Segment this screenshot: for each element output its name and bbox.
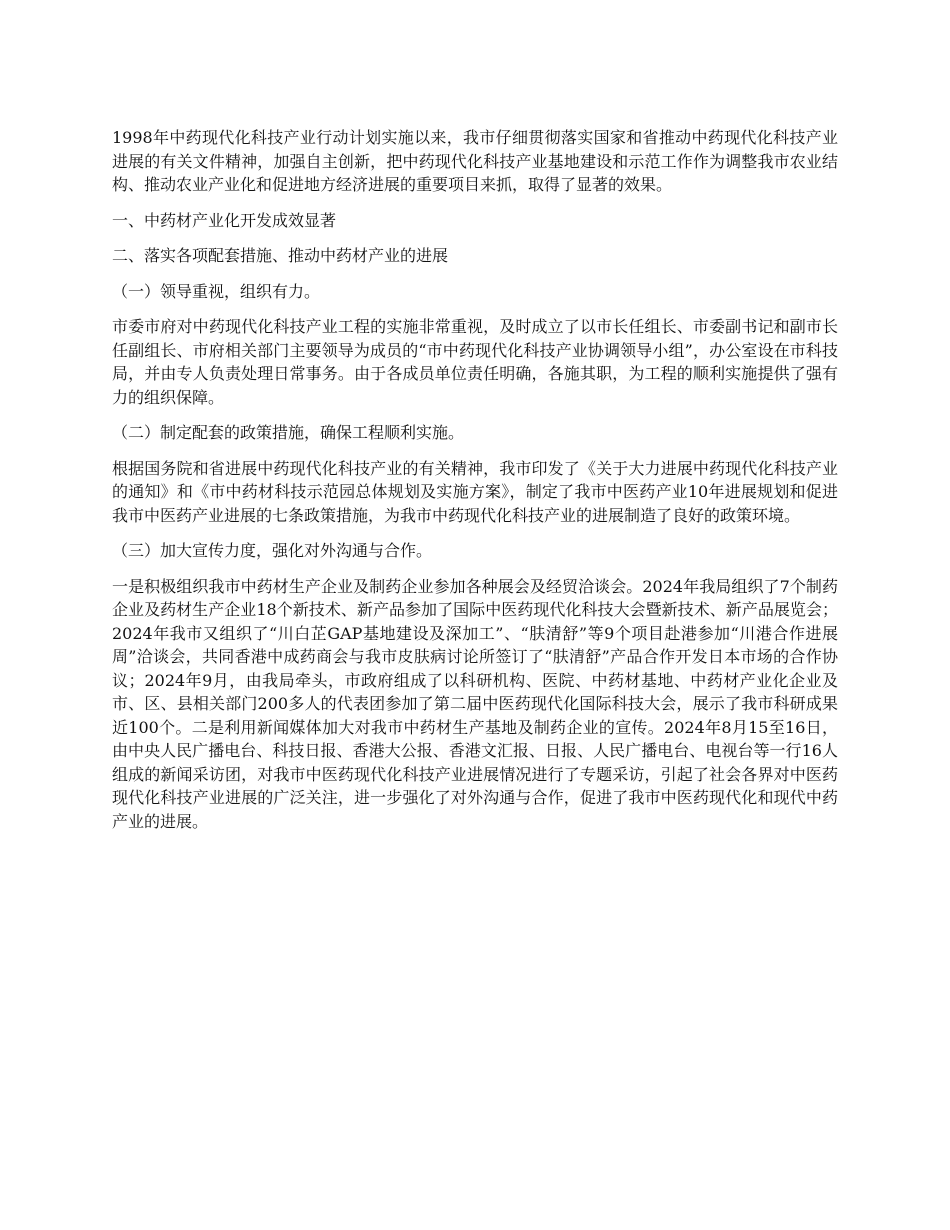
subsection-heading-3: （三）加大宣传力度，强化对外沟通与合作。 xyxy=(112,541,433,560)
section-heading-2: 二、落实各项配套措施、推动中药材产业的进展 xyxy=(112,246,449,265)
subsection-heading-1: （一）领导重视，组织有力。 xyxy=(112,281,321,301)
intro-paragraph: 1998年中药现代化科技产业行动计划实施以来，我市仔细贯彻落实国家和省推动中药现代化科技产业进展的有关文件精神，加强自主创新，把中药现代化科技产业基地建设和示范工作作为调整我市农业结构、推动农业产业化和促进地方经济进展的重要项目来抓，取得了显著的效果。 xyxy=(112,128,838,194)
body-paragraph-publicity: 一是积极组织我市中药材生产企业及制药企业参加各种展会及经贸洽谈会。2024年我局组织了7个制药企业及药材生产企业18个新技术、新产品参加了国际中医药现代化科技大会暨新技术、新产品展览会；2024年我市又组织了“川白芷GAP基地建设及深加工”、“肤清舒”等9个项目赴港参加“川港合作进展周”洽谈会，共同香港中成药商会与我市皮肤病讨论所签订了“肤清舒”产品合作开发日本市场的合作协议；2024年9月，由我局牵头，市政府组成了以科研机构、医院、中药材基地、中药材产业化企业及市、区、县相关部门200多人的代表团参加了第二届中医药现代化国际科技大会，展示了我市科研成果近100个。二是利用新闻媒体加大对我市中药材生产基地及制药企业的宣传。2024年8月15至16日，由中央人民广播电台、科技日报、香港大公报、香港文汇报、日报、人民广播电台、电视台等一行16人组成的新闻采访团，对我市中医药现代化科技产业进展情况进行了专题采访，引起了社会各界对中医药现代化科技产业进展的广泛关注，进一步强化了对外沟通与合作，促进了我市中医药现代化和现代中药产业的进展。 xyxy=(112,576,838,831)
section-heading-1: 一、中药材产业化开发成效显著 xyxy=(112,210,337,230)
body-paragraph-policy: 根据国务院和省进展中药现代化科技产业的有关精神，我市印发了《关于大力进展中药现代化科技产业的通知》和《市中药材科技示范园总体规划及实施方案》，制定了我市中医药产业10年进展规划和促进我市中医药产业进展的七条政策措施，为我市中药现代化科技产业的进展制造了良好的政策环境。 xyxy=(112,458,838,525)
subsection-heading-2: （二）制定配套的政策措施，确保工程顺利实施。 xyxy=(112,423,465,442)
body-paragraph-leadership: 市委市府对中药现代化科技产业工程的实施非常重视，及时成立了以市长任组长、市委副书记和副市长任副组长、市府相关部门主要领导为成员的“市中药现代化科技产业协调领导小组”，办公室设在市科技局，并由专人负责处理日常事务。由于各成员单位责任明确，各施其职，为工程的顺利实施提供了强有力的组织保障。 xyxy=(112,317,838,407)
